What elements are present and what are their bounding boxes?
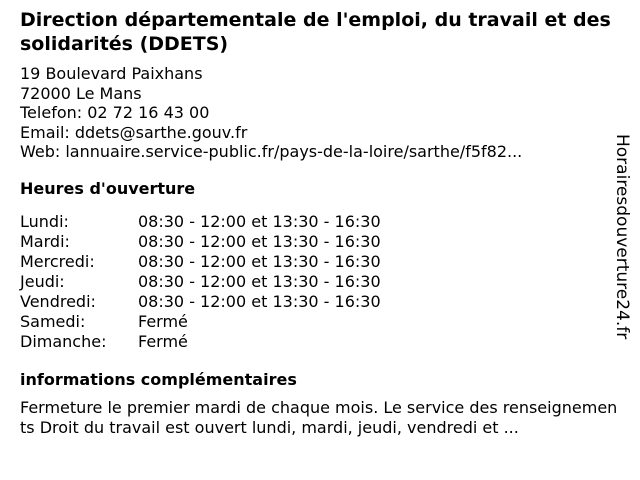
listing-page (20, 8, 620, 438)
hours-day-label: Samedi: (20, 311, 86, 331)
website-address: Web: lannuaire.service-public.fr/pays-de-la-loire/sarthe/f5f82... (20, 142, 523, 161)
hours-row-friday (20, 292, 620, 312)
hours-row-sunday (20, 332, 620, 352)
address-block (20, 64, 620, 162)
hours-day-label: Mardi: (20, 231, 70, 251)
additional-info-text: Fermeture le premier mardi de chaque mois. Le service des renseignements Droit du travail est ouvert lundi, mardi, jeudi, vendredi et ... (20, 397, 618, 437)
hours-time-value: Fermé (138, 311, 188, 331)
street-address: 19 Boulevard Paixhans (20, 64, 203, 83)
hours-row-thursday (20, 272, 620, 292)
site-watermark: Horairesdouverture24.fr (612, 134, 632, 340)
phone-number: Telefon: 02 72 16 43 00 (20, 103, 210, 122)
hours-row-saturday (20, 312, 620, 332)
hours-row-wednesday (20, 252, 620, 272)
opening-hours-list (20, 212, 620, 352)
opening-hours-heading: Heures d'ouverture (20, 178, 196, 198)
hours-day-label: Mercredi: (20, 251, 95, 271)
hours-time-value: Fermé (138, 331, 188, 351)
hours-day-label: Lundi: (20, 211, 69, 231)
email-address: Email: ddets@sarthe.gouv.fr (20, 122, 248, 142)
hours-day-label: Vendredi: (20, 291, 96, 311)
hours-time-value: 08:30 - 12:00 et 13:30 - 16:30 (138, 271, 381, 291)
hours-time-value: 08:30 - 12:00 et 13:30 - 16:30 (138, 231, 381, 251)
hours-row-monday (20, 212, 620, 232)
hours-row-tuesday (20, 232, 620, 252)
additional-info-heading: informations complémentaires (20, 369, 297, 389)
hours-time-value: 08:30 - 12:00 et 13:30 - 16:30 (138, 251, 381, 271)
hours-time-value: 08:30 - 12:00 et 13:30 - 16:30 (138, 211, 381, 231)
hours-time-value: 08:30 - 12:00 et 13:30 - 16:30 (138, 291, 381, 311)
hours-day-label: Jeudi: (20, 271, 65, 291)
city-address: 72000 Le Mans (20, 83, 142, 103)
page-title: Direction départementale de l'emploi, du travail et des solidarités (DDETS) (20, 9, 611, 55)
hours-day-label: Dimanche: (20, 331, 107, 351)
